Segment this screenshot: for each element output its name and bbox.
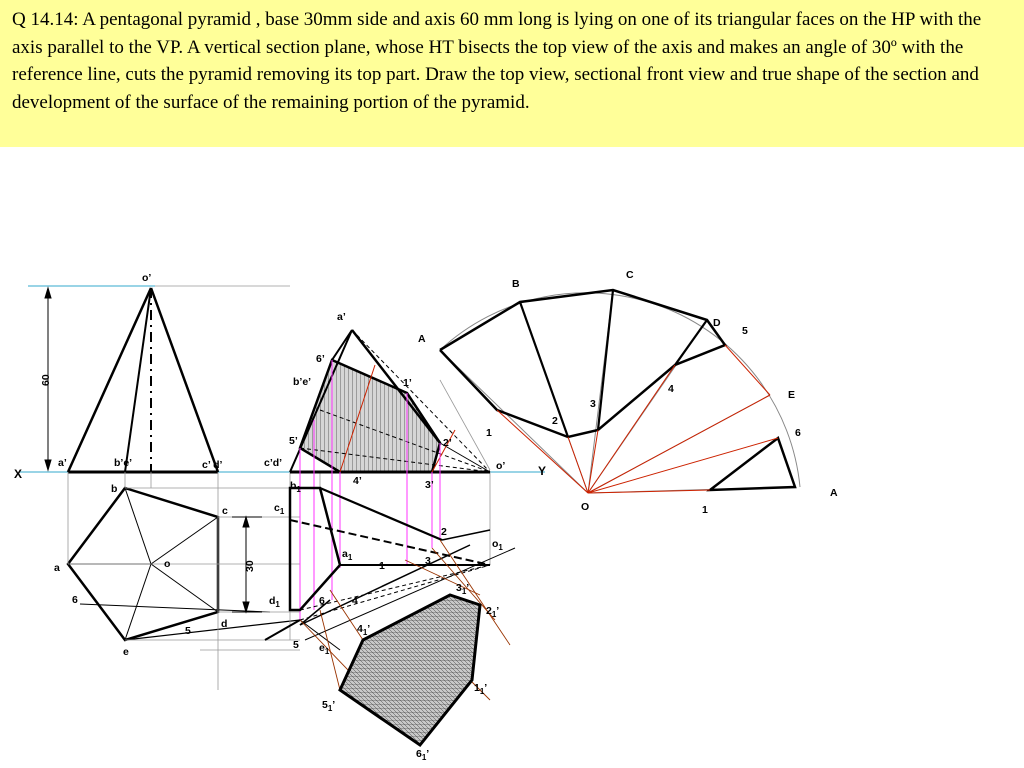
label-tv-6: 6 — [72, 594, 78, 606]
label-tv-5: 5 — [185, 625, 191, 637]
label-tv2-a: $a_1$ — [342, 548, 353, 562]
label-tv2-6: 6 — [319, 595, 325, 607]
label-x: X — [14, 467, 23, 481]
label-fv2-4: 4’ — [353, 475, 362, 487]
label-fv-apex: o’ — [142, 272, 152, 284]
label-dev-C: C — [626, 269, 634, 281]
label-tv2-o: $o_1$ — [492, 538, 503, 552]
front-view-upright — [45, 288, 218, 472]
label-y: Y — [538, 464, 547, 478]
label-dev-3: 3 — [590, 398, 596, 410]
development — [440, 290, 800, 493]
label-fv-be: b’e’ — [114, 457, 133, 469]
top-view-upright — [68, 472, 300, 690]
label-fv2-o: o’ — [496, 460, 506, 472]
label-fv2-3: 3’ — [425, 479, 434, 491]
label-fv-cd: c’ d’ — [202, 459, 223, 471]
label-tv2-d: $d_1$ — [269, 595, 280, 609]
label-dev-1: 1 — [486, 427, 492, 439]
label-dev-O: O — [581, 501, 590, 513]
label-tv-a: a — [54, 562, 60, 574]
label-tv2-2: 2 — [441, 526, 447, 538]
question-text: Q 14.14: A pentagonal pyramid , base 30mm side and axis 60 mm long is lying on one of its triangular faces on the HP with the axis parallel to the VP. A vertical section plane, whose HT bisects the top view of the axis and makes an angle of 30º with the reference line, cuts the pyramid removing its top part. Draw the top view, sectional front view and true shape of the section and development of the surface of the remaining portion of the pyramid. — [0, 0, 1024, 147]
label-fv2-5: 5’ — [289, 435, 298, 447]
label-ts-4: $4_1$’ — [357, 623, 371, 637]
label-ts-3: $3_1$’ — [456, 582, 470, 596]
label-tv-e: e — [123, 646, 129, 658]
label-fv-a: a’ — [58, 457, 67, 469]
label-dev-5: 5 — [742, 325, 748, 337]
label-fv2-a: a’ — [337, 311, 346, 323]
dim-30: 30 — [244, 560, 256, 572]
label-tv2-e: $e_1$ — [319, 642, 330, 656]
label-tv2-4: 4 — [352, 595, 358, 607]
label-fv2-2: 2’ — [443, 437, 452, 449]
label-tv-d: d — [221, 618, 228, 630]
label-tv2-5: 5 — [293, 639, 299, 651]
label-ts-5: $5_1$’ — [322, 699, 336, 713]
label-tv2-1: 1 — [379, 560, 385, 572]
label-fv2-6: 6’ — [316, 353, 325, 365]
label-dev-2: 2 — [552, 415, 558, 427]
label-ts-1: $1_1$’ — [474, 682, 488, 696]
label-dev-D: D — [713, 317, 721, 329]
label-dev-4: 4 — [668, 383, 674, 395]
dim-60: 60 — [40, 374, 52, 386]
label-dev-6: 6 — [795, 427, 801, 439]
label-tv2-b: $b_1$ — [290, 480, 301, 494]
label-tv-b: b — [111, 483, 118, 495]
label-dev-A2: A — [830, 487, 838, 499]
label-fv2-be: b’e’ — [293, 376, 312, 388]
label-dev-A: A — [418, 333, 426, 345]
label-ts-6: $6_1$’ — [416, 748, 430, 762]
label-fv2-1: 1’ — [403, 377, 412, 389]
label-dev-B: B — [512, 278, 520, 290]
label-ts-2: $2_1$’ — [486, 605, 500, 619]
label-tv2-3: 3 — [425, 555, 431, 567]
label-tv2-c: $c_1$ — [274, 502, 285, 516]
label-fv2-cd: c’d’ — [264, 457, 283, 469]
label-dev-1b: 1 — [702, 504, 708, 516]
label-tv-c: c — [222, 505, 228, 517]
label-dev-E: E — [788, 389, 796, 401]
label-tv-o: o — [164, 558, 171, 570]
